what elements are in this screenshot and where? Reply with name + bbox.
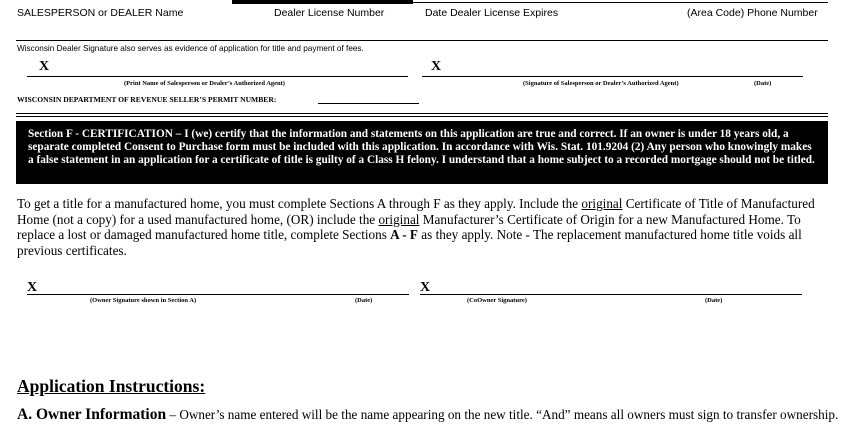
bold-sections: A - F — [390, 227, 418, 242]
coowner-date-label: (Date) — [705, 297, 723, 304]
instructions-text-1: To get a title for a manufactured home, you must complete Sections A through F as they apply. Include the — [17, 196, 582, 211]
owner-information-instruction — [17, 406, 838, 424]
instructions-paragraph — [17, 196, 829, 258]
instructions-text-4: as they apply. Note - The replacement manufactured home title voids all previous certificates. — [17, 227, 802, 258]
coowner-signature-label: (CoOwner Signature) — [467, 297, 527, 304]
owner-information-heading: A. Owner Information — [17, 406, 167, 423]
instructions-text-3: Manufacturer’s Certificate of Origin for a new Manufactured Home. To replace a lost or damaged manufactured home title, complete Sections — [17, 211, 801, 242]
license-expires-label: Date Dealer License Expires — [425, 7, 559, 19]
section-rule-1 — [16, 113, 828, 114]
underline-original-1: original — [581, 196, 623, 211]
top-rule — [413, 2, 828, 3]
salesperson-label: SALESPERSON or DEALER Name — [17, 7, 184, 19]
dealer-date-label: (Date) — [754, 80, 772, 87]
license-number-label: Dealer License Number — [274, 7, 385, 19]
permit-number-label: WISCONSIN DEPARTMENT OF REVENUE SELLER’S PERMIT NUMBER: — [17, 95, 277, 104]
underline-original-2: original — [378, 211, 420, 227]
instructions-text-2: Certificate of Title of Manufactured Home (not a copy) for a used manufactured home, (OR) include the — [17, 196, 815, 227]
x-mark-dealer-signature: X — [431, 59, 442, 74]
owner-signature-label: (Owner Signature shown in Section A) — [90, 297, 197, 304]
section-f-certification — [16, 121, 828, 184]
owner-signature-line[interactable] — [27, 294, 409, 295]
phone-label: (Area Code) Phone Number — [687, 7, 818, 19]
dealer-signature-note: Wisconsin Dealer Signature also serves as evidence of application for title and payment of fees. — [17, 44, 364, 53]
x-mark-print-name: X — [39, 59, 50, 74]
owner-date-label: (Date) — [355, 297, 373, 304]
print-name-label: (Print Name of Salesperson or Dealer’s Authorized Agent) — [124, 80, 285, 87]
header-bar-fragment — [232, 0, 413, 4]
coowner-signature-line[interactable] — [420, 294, 802, 295]
dealer-signature-label: (Signature of Salesperson or Dealer’s Authorized Agent) — [523, 80, 679, 87]
print-name-line[interactable] — [27, 76, 408, 77]
x-mark-owner: X — [27, 280, 38, 295]
permit-number-line[interactable] — [318, 103, 419, 104]
application-instructions-heading: Application Instructions: — [17, 376, 206, 396]
dealer-signature-line[interactable] — [422, 76, 803, 77]
section-f-text: Section F - CERTIFICATION – I (we) certify that the information and statements on this application are true and correct. If an owner is under 18 years old, a separate completed Consent to Purchase form must be included with this application. In accordance with Wis. Stat. 101.9204 (2) Any person who knowingly makes a false statement in an application for a certificate of title is guilty of a Class H felony. I understand that a home subject to a recorded mortgage should not be titled. — [28, 128, 815, 167]
owner-information-text: – Owner’s name entered will be the name appearing on the new title. “And” means all owners must sign to transfer ownership. — [166, 407, 839, 422]
x-mark-coowner: X — [420, 280, 431, 295]
top-fields-rule — [16, 40, 828, 41]
section-rule-2 — [16, 116, 828, 117]
